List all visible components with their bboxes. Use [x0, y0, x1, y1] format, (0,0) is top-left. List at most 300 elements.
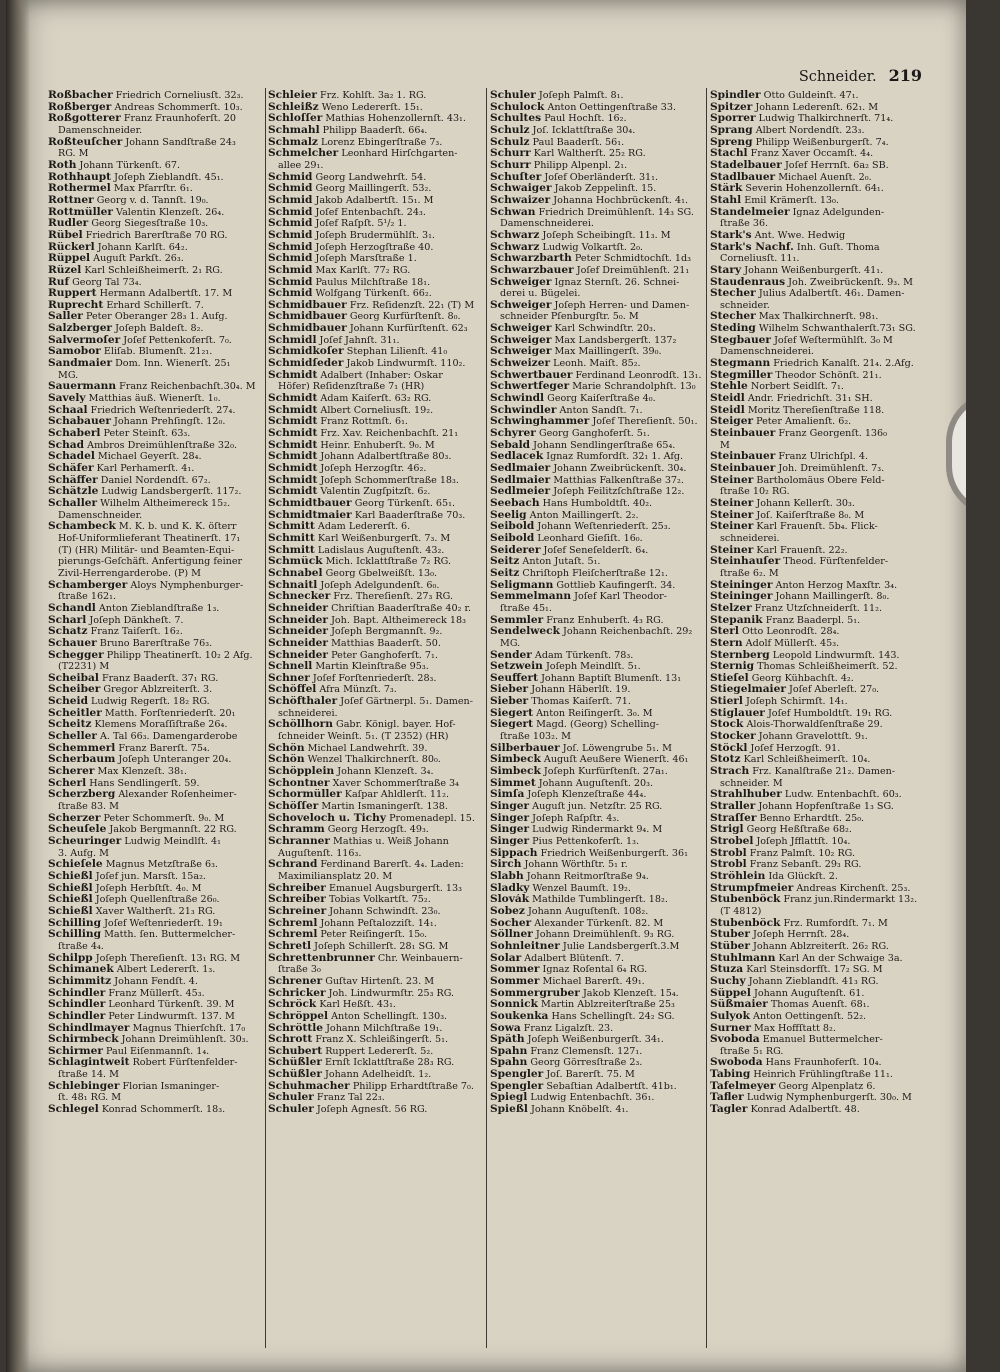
entry-surname: Straſſer	[710, 812, 757, 824]
entry-surname: Schilling	[48, 917, 102, 929]
entry-surname: Steiner	[710, 544, 754, 556]
directory-entry	[710, 160, 923, 172]
entry-surname: Sedlacek	[490, 451, 544, 463]
entry-surname: Schöllhorn	[268, 719, 333, 731]
entry-details: Johann Adalbertſtraße 80₃.	[320, 451, 452, 463]
directory-entry	[48, 859, 261, 871]
directory-entry	[710, 113, 923, 125]
directory-entry	[268, 195, 481, 207]
entry-surname: Scheitler	[48, 707, 102, 719]
entry-details: schneider Pſenburgſtr. 5₀. M	[500, 311, 639, 323]
entry-surname: Schuſter	[490, 171, 542, 183]
entry-surname: Stelzer	[710, 602, 752, 614]
entry-surname: Schlagintweit	[48, 1057, 130, 1069]
directory-entry	[268, 848, 481, 860]
entry-surname: Schwarzbauer	[490, 264, 574, 276]
directory-entry	[490, 1023, 703, 1035]
entry-surname: Rottmüller	[48, 206, 113, 218]
directory-entry	[48, 277, 261, 289]
entry-surname: Stark's	[710, 229, 752, 241]
entry-details: schneiderei.	[278, 707, 338, 719]
directory-entry	[48, 358, 261, 370]
entry-surname: Steiner	[710, 474, 754, 486]
entry-surname: Schimanek	[48, 964, 114, 976]
entry-surname: Schwarz	[490, 241, 540, 253]
directory-entry	[48, 626, 261, 638]
entry-details: Johann Sandſtraße 24₃	[125, 136, 236, 148]
entry-details: Wolfgang Türkenſt. 66₂.	[315, 288, 432, 300]
directory-entry	[268, 813, 481, 825]
directory-entry	[710, 650, 923, 662]
entry-details: Promenadepl. 15.	[389, 812, 475, 824]
entry-surname: Schmidt	[268, 439, 318, 451]
entry-surname: Sobez	[490, 905, 525, 917]
entry-surname: Suchy	[710, 975, 746, 987]
entry-details: Johann Kurfürſtenſt. 62₃	[349, 323, 468, 335]
entry-details: Joſeph Herren- und Damen-	[554, 299, 690, 311]
directory-entry	[710, 743, 923, 755]
entry-surname: Schuler	[268, 1104, 314, 1116]
directory-entry	[710, 486, 923, 498]
entry-surname: Schwindl	[490, 393, 545, 405]
directory-entry	[268, 778, 481, 790]
entry-surname: Schmid	[268, 218, 313, 230]
directory-entry	[490, 883, 703, 895]
entry-details: Thomas Schleißheimerſt. 52.	[757, 661, 898, 673]
directory-entry	[48, 440, 261, 452]
directory-entry	[268, 824, 481, 836]
entry-details: Johann Kellerſt. 30₃.	[756, 497, 855, 509]
entry-surname: Surner	[710, 1022, 751, 1034]
entry-details: Otto Guldeinſt. 47₁.	[763, 90, 859, 101]
entry-details: Robert Fürſtenfelder-	[132, 1057, 238, 1069]
entry-details: Johann Dreimühlenſt. 30₃.	[121, 1034, 249, 1046]
entry-details: Max Pfarrſtr. 6₁.	[113, 183, 193, 195]
directory-entry	[268, 1023, 481, 1035]
directory-entry	[268, 964, 481, 976]
entry-details: Franz Baaderpl. 5₁.	[765, 614, 861, 626]
entry-details: Jakob Bergmannſt. 22 RG.	[109, 824, 237, 836]
entry-details: Ludwig Thalkirchnerſt. 71₄.	[758, 113, 894, 125]
entry-details: Theodor Schönſt. 21₁.	[775, 369, 882, 381]
directory-entry	[48, 894, 261, 906]
directory-entry	[268, 638, 481, 650]
directory-entry	[48, 883, 261, 895]
entry-details: Aloys Nymphenburger-	[130, 579, 244, 591]
entry-surname: Schreiber	[268, 894, 326, 906]
directory-entry	[48, 335, 261, 347]
directory-entry	[48, 1023, 261, 1035]
entry-details: Joſef Humboldtſt. 19₁ RG.	[767, 707, 893, 719]
entry-surname: Seibold	[490, 521, 535, 533]
directory-entry	[48, 463, 261, 475]
entry-surname: Schmidt	[268, 393, 318, 405]
directory-entry	[710, 615, 923, 627]
entry-surname: Steiner	[710, 521, 754, 533]
directory-entry	[268, 1092, 481, 1104]
directory-entry	[48, 941, 261, 953]
directory-entry	[268, 789, 481, 801]
entry-details: Johann Reitmorſtraße 9₄.	[526, 870, 649, 882]
entry-details: Wilhelm Schwanthalerſt.73₁ SG.	[758, 323, 916, 335]
entry-surname: Stehle	[710, 381, 748, 393]
entry-surname: Schmidtbauer	[268, 497, 352, 509]
entry-surname: Stecher	[710, 288, 756, 300]
entry-details: ſchneider Weinſt. 5₁. (T 2352) (HR)	[278, 731, 449, 743]
entry-details: Ambros Dreimühlenſtraße 32₀.	[87, 439, 237, 451]
entry-details: ſtraße 14. M	[58, 1069, 119, 1081]
directory-entry	[710, 556, 923, 568]
entry-surname: Swoboda	[710, 1057, 763, 1069]
entry-details: Johann Milchſtraße 19₁.	[326, 1022, 443, 1034]
entry-surname: Schretl	[268, 940, 312, 952]
entry-details: Adalbert (Inhaber: Oskar	[320, 369, 443, 381]
entry-details: Paulus Milchſtraße 18₁.	[315, 276, 431, 288]
entry-details: Michael Auenſt. 2₀.	[778, 171, 872, 183]
directory-entry	[268, 416, 481, 428]
directory-page	[6, 0, 966, 1372]
entry-details: Chriſtian Baaderſtraße 40₂ r.	[331, 602, 472, 614]
entry-surname: Schuler	[268, 1092, 314, 1104]
entry-surname: Silberbauer	[490, 742, 560, 754]
directory-entry	[268, 1057, 481, 1069]
entry-details: Xaver Waltherſt. 21₃ RG.	[95, 905, 216, 917]
directory-entry	[268, 988, 481, 1000]
entry-surname: Semmelmann	[490, 591, 572, 603]
entry-surname: Schmidkoſer	[268, 346, 344, 358]
entry-details: Adolf Müllerſt. 45₃.	[745, 637, 840, 649]
entry-details: Joſeph Schommerſtraße 18₃.	[320, 474, 459, 486]
directory-entry	[48, 976, 261, 988]
entry-details: Gottlieb Kaufingerſt. 34.	[556, 579, 676, 591]
directory-entry	[268, 918, 481, 930]
directory-entry	[268, 731, 481, 743]
entry-surname: Schadel	[48, 451, 95, 463]
directory-entry	[48, 195, 261, 207]
entry-details: Afra Münzſt. 7₃.	[319, 684, 397, 696]
directory-entry	[490, 440, 703, 452]
directory-entry	[490, 953, 703, 965]
entry-details: Franz Ligalzſt. 23.	[523, 1022, 614, 1034]
entry-surname: Schmidt	[268, 369, 318, 381]
directory-entry	[710, 929, 923, 941]
directory-entry	[710, 591, 923, 603]
entry-details: Franz Clemensſt. 127₁.	[530, 1045, 643, 1057]
entry-surname: Schmid	[268, 276, 313, 288]
entry-details: Florian Ismaninger-	[122, 1080, 220, 1092]
directory-entry	[710, 918, 923, 930]
entry-details: Bartholomäus Obere Feld-	[756, 474, 885, 486]
entry-surname: Stachl	[710, 148, 748, 160]
entry-surname: Seuffert	[490, 672, 539, 684]
entry-details: Anton Herzog Maxſtr. 3₄.	[775, 579, 898, 591]
entry-surname: Schnecker	[268, 591, 331, 603]
entry-details: Joſeph Weißenburgerſt. 34₁.	[527, 1034, 664, 1046]
entry-surname: Steidl	[710, 393, 745, 405]
directory-entry	[710, 789, 923, 801]
entry-surname: Sternig	[710, 661, 754, 673]
directory-entry	[268, 323, 481, 335]
entry-surname: Sporrer	[710, 113, 756, 125]
entry-surname: Sterl	[710, 626, 739, 638]
entry-details: Joſef Gärtnerpl. 5₁. Damen-	[340, 696, 473, 708]
entry-surname: Schäffer	[48, 474, 98, 486]
entry-details: Ludw. Entenbachſt. 60₃.	[784, 789, 902, 801]
entry-surname: Schlebinger	[48, 1080, 120, 1092]
entry-details: Johann Klenzeſt. 3₄.	[337, 766, 434, 778]
entry-details: Bruno Barerſtraße 76₃.	[99, 637, 213, 649]
entry-details: Emanuel Augsburgerſt. 13₃	[328, 882, 462, 894]
entry-details: Frz. Rumfordſt. 7₁. M	[783, 917, 888, 929]
entry-surname: Sedlmaier	[490, 474, 551, 486]
entry-surname: Schöſſer	[268, 801, 319, 813]
entry-details: Ludwig Volkartſt. 2₀.	[542, 241, 643, 253]
entry-surname: Rudler	[48, 218, 89, 230]
directory-entry	[710, 370, 923, 382]
directory-entry	[490, 195, 703, 207]
directory-entry	[710, 1034, 923, 1046]
directory-entry	[710, 1092, 923, 1104]
entry-details: ſtraße 10₂ RG.	[720, 486, 790, 498]
entry-surname: Scheibal	[48, 672, 99, 684]
directory-entry	[490, 335, 703, 347]
entry-details: Chriſtoph Fleiſcherſtraße 12₁.	[522, 567, 668, 579]
directory-entry	[48, 708, 261, 720]
entry-surname: Schulock	[490, 101, 545, 113]
directory-entry	[48, 125, 261, 137]
directory-entry	[268, 533, 481, 545]
directory-entry	[48, 848, 261, 860]
entry-details: Andreas Kirchenſt. 25₃.	[796, 882, 911, 894]
directory-entry	[48, 346, 261, 358]
directory-entry	[268, 1011, 481, 1023]
entry-surname: Schindler	[48, 987, 106, 999]
entry-details: Georg Tal 73₄.	[72, 276, 142, 288]
directory-entry	[490, 288, 703, 300]
entry-details: derei u. Bügelei.	[500, 288, 581, 300]
entry-surname: Schmid	[268, 206, 313, 218]
directory-entry	[268, 393, 481, 405]
entry-details: Joſef Weſtermühlſt. 3₀ M	[774, 334, 893, 346]
entry-surname: Schranner	[268, 836, 330, 847]
column-2	[268, 90, 481, 1116]
entry-details: Joſeph Klenzeſtraße 44₄.	[527, 789, 647, 801]
directory-entry	[268, 906, 481, 918]
directory-entry	[490, 533, 703, 545]
directory-entry	[48, 1104, 261, 1116]
entry-details: Joſef Karl Theodor-	[574, 591, 667, 603]
directory-entry	[490, 1092, 703, 1104]
directory-entry	[490, 451, 703, 463]
directory-entry	[268, 766, 481, 778]
entry-surname: Schießl	[48, 905, 93, 917]
entry-details: Hans Humboldtſt. 40₂.	[542, 497, 653, 509]
directory-entry	[48, 160, 261, 172]
directory-entry	[48, 650, 261, 662]
entry-surname: Schießl	[48, 870, 93, 882]
directory-entry	[710, 381, 923, 393]
entry-details: Jakob Zeppelinſt. 15.	[554, 183, 657, 195]
directory-entry	[710, 976, 923, 988]
entry-details: Peter Schmidtochſt. 1d₃	[574, 253, 691, 265]
entry-surname: Scheller	[48, 731, 97, 743]
entry-details: Anton Zieblandſtraße 1₃.	[98, 602, 220, 614]
entry-details: Johann Sendlingerſtraße 65₄.	[533, 439, 676, 451]
directory-entry	[490, 463, 703, 475]
entry-surname: Sonnick	[490, 999, 538, 1011]
entry-details: (T2231) M	[58, 661, 110, 673]
entry-surname: Schner	[268, 672, 310, 684]
entry-surname: Stiglauer	[710, 707, 765, 719]
entry-surname: Schad	[48, 439, 85, 451]
entry-surname: Sieber	[490, 696, 529, 708]
entry-details: Peter Reiſingerſt. 15₀.	[320, 929, 428, 941]
entry-details: Georg Landwehrſt. 54.	[315, 171, 427, 183]
directory-entry	[268, 1081, 481, 1093]
directory-entry	[710, 626, 923, 638]
directory-entry	[48, 486, 261, 498]
entry-details: Joſeph Jfflattſt. 10₄.	[756, 836, 851, 847]
entry-surname: Sirch	[490, 859, 522, 871]
entry-details: Joſeph Raſpſtr. 4₃.	[532, 812, 620, 824]
directory-entry	[48, 288, 261, 300]
directory-entry	[48, 556, 261, 568]
entry-details: Gregor Ablzreiterſt. 3.	[103, 684, 213, 696]
entry-details: Joſeph Adelgundenſt. 6₀.	[320, 579, 440, 591]
directory-entry	[490, 148, 703, 160]
entry-details: Zivil-Herrengarderobe. (P) M	[58, 567, 201, 579]
page-number: 219	[888, 66, 922, 85]
column-rule	[706, 88, 707, 1348]
entry-details: Franz Barerſt. 75₄.	[118, 742, 210, 754]
directory-entry	[268, 684, 481, 696]
entry-surname: Spengler	[490, 1069, 544, 1081]
entry-details: Joſef Pettenkoferſt. 7₀.	[123, 334, 232, 346]
entry-details: Mich. Icklattſtraße 7₂ RG.	[325, 556, 452, 568]
directory-entry	[710, 1081, 923, 1093]
entry-details: Martin Kleinſtraße 95₃.	[315, 661, 429, 673]
entry-details: Max Landsbergerſt. 137₂	[554, 334, 677, 346]
directory-entry	[48, 813, 261, 825]
entry-details: Chr. Weinbauern-	[377, 952, 463, 964]
directory-entry	[268, 591, 481, 603]
directory-entry	[490, 498, 703, 510]
directory-entry	[490, 731, 703, 743]
entry-surname: Schmidt	[268, 486, 318, 498]
entry-surname: Schirmer	[48, 1045, 103, 1057]
entry-surname: Schmid	[268, 241, 313, 253]
entry-surname: Simbeck	[490, 754, 541, 766]
entry-surname: Spießl	[490, 1104, 528, 1116]
entry-surname: Schweizer	[490, 358, 551, 370]
entry-details: Auguſtenſt. 116₃.	[278, 847, 362, 859]
entry-details: Franz Ulrichſpl. 4.	[778, 451, 868, 463]
entry-details: Matthias Falkenſtraße 37₂.	[553, 474, 684, 486]
entry-surname: Sendelweck	[490, 626, 560, 638]
directory-entry	[268, 486, 481, 498]
directory-entry	[490, 801, 703, 813]
entry-surname: Tagler	[710, 1104, 748, 1116]
directory-entry	[490, 277, 703, 289]
entry-surname: Steiner	[710, 509, 754, 521]
entry-details: schneider. M	[720, 777, 783, 789]
entry-surname: Schüßler	[268, 1057, 322, 1069]
entry-surname: Seebach	[490, 497, 540, 509]
directory-entry	[490, 661, 703, 673]
entry-surname: Schmück	[268, 556, 323, 568]
entry-details: Ruppert Ledererſt. 5₂.	[325, 1045, 434, 1057]
entry-details: Julie Landsbergerſt.3.M	[562, 940, 680, 952]
directory-entry	[710, 1057, 923, 1069]
entry-details: Friedrich Barerſtraße 70 RG.	[85, 229, 228, 241]
directory-entry	[490, 708, 703, 720]
entry-details: Joſ. Barerſt. 75. M	[546, 1069, 635, 1081]
entry-details: Georg Heßſtraße 68₂.	[746, 824, 852, 836]
entry-surname: Rückerl	[48, 241, 95, 253]
entry-details: Otto Leonrodſt. 28₄.	[741, 626, 840, 638]
entry-surname: Schießl	[48, 882, 93, 894]
directory-entry	[48, 731, 261, 743]
entry-surname: Schaberl	[48, 428, 101, 440]
directory-entry	[710, 1046, 923, 1058]
directory-entry	[268, 976, 481, 988]
entry-details: Eliſab. Blumenſt. 21₂₁.	[103, 346, 213, 358]
directory-entry	[490, 906, 703, 918]
entry-surname: Simbeck	[490, 766, 541, 778]
directory-entry	[490, 265, 703, 277]
entry-details: Johann Fendſt. 4.	[114, 975, 198, 987]
entry-details: Johann Wörthſtr. 5₁ r.	[524, 859, 628, 871]
entry-details: Georg Ganghoferſt. 5₁.	[538, 428, 650, 440]
entry-surname: Schröppel	[268, 1010, 329, 1022]
entry-surname: Scharl	[48, 614, 87, 626]
directory-entry	[48, 1057, 261, 1069]
entry-details: Joſef Thereſienſt. 50₁.	[592, 416, 698, 428]
entry-surname: Schindlmayer	[48, 1022, 130, 1034]
directory-entry	[48, 393, 261, 405]
entry-details: Joſef Herzogſt. 91.	[750, 742, 841, 754]
directory-entry	[48, 743, 261, 755]
entry-details: Joſeph Meindlſt. 5₁.	[545, 661, 641, 673]
entry-details: Alexander Türkenſt. 82. M	[534, 917, 664, 929]
directory-entry	[490, 1011, 703, 1023]
directory-entry	[268, 428, 481, 440]
entry-details: Johann Auguſtenſt. 108₂.	[527, 905, 649, 917]
directory-entry	[710, 719, 923, 731]
directory-entry	[490, 696, 703, 708]
entry-details: Philipp Alpenpl. 2₁.	[533, 159, 628, 171]
entry-surname: Ruf	[48, 276, 70, 288]
entry-details: Georg Gbelweißſt. 13₀.	[325, 567, 438, 579]
entry-details: Frz. Thereſienſt. 27₃ RG.	[333, 591, 454, 603]
entry-surname: Soukenka	[490, 1010, 549, 1022]
entry-details: Franz Taiſerſt. 16₂.	[90, 626, 183, 638]
entry-details: Friedrich Weſtenriederſt. 27₄.	[90, 404, 236, 416]
entry-surname: Simſa	[490, 789, 525, 801]
entry-details: Pius Pettenkoferſt. 1₃.	[532, 836, 640, 847]
entry-surname: Schreiber	[268, 882, 326, 894]
entry-details: Georg v. d. Tannſt. 19₀.	[96, 194, 209, 206]
directory-entry	[490, 719, 703, 731]
directory-entry	[268, 1034, 481, 1046]
entry-details: Hof-Uniformlieferant Theatinerſt. 17₁	[58, 532, 241, 544]
entry-details: Franz Palmſt. 10₂ RG.	[749, 847, 856, 859]
entry-surname: Scheid	[48, 696, 88, 708]
entry-surname: Schauer	[48, 637, 97, 649]
entry-details: Ferdinand Leonrodſt. 13₁.	[575, 369, 702, 381]
directory-entry	[710, 195, 923, 207]
entry-surname: Schweiger	[490, 299, 552, 311]
